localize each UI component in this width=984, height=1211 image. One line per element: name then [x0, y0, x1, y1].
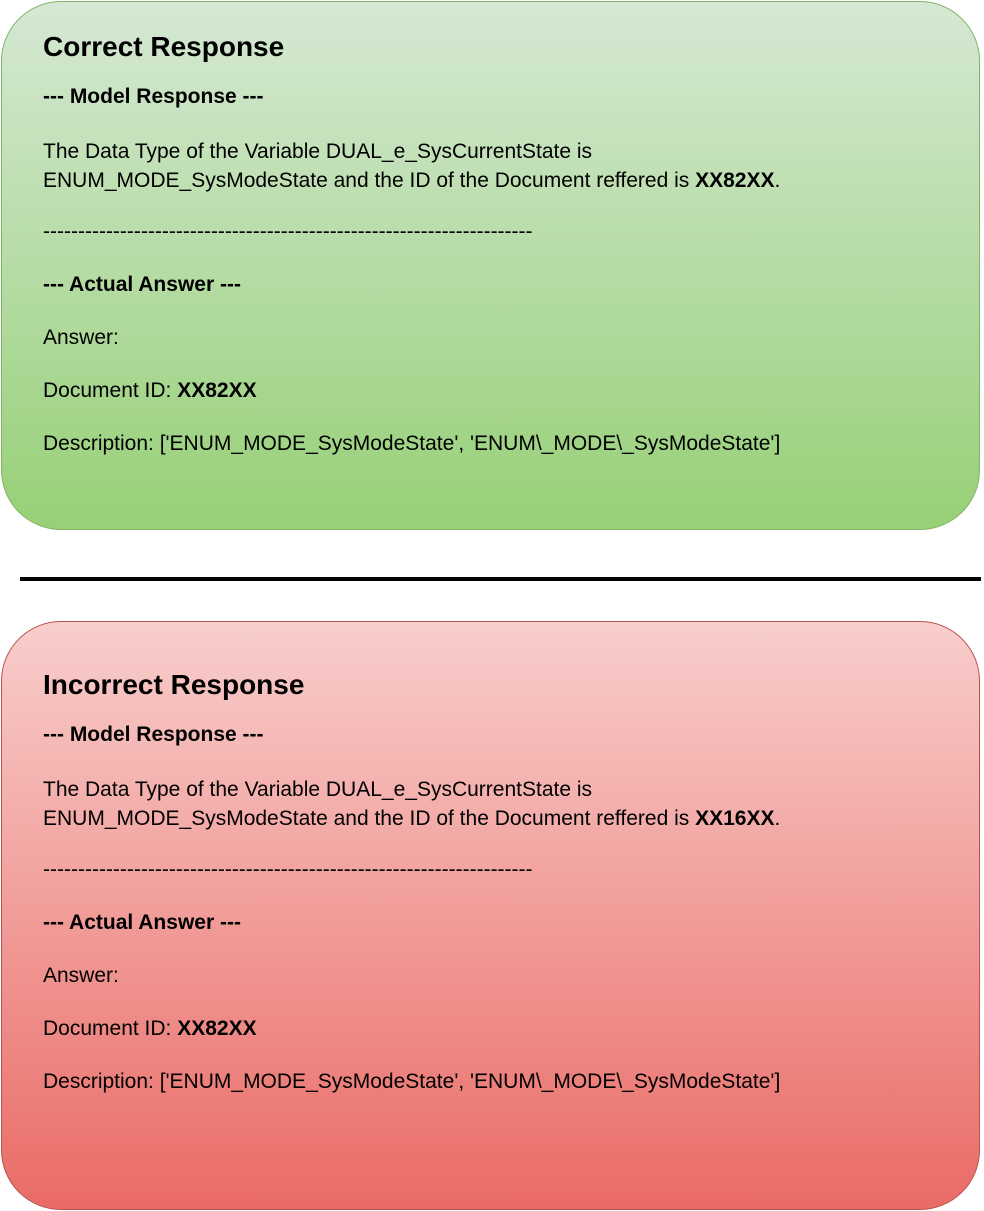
model-doc-id: XX16XX [695, 807, 775, 830]
document-id-row [43, 378, 938, 404]
document-id-value: XX82XX [177, 379, 257, 402]
document-id-row [43, 1016, 938, 1042]
actual-answer-heading: --- Actual Answer --- [43, 273, 241, 296]
correct-response-panel [1, 1, 980, 530]
model-response-heading: --- Model Response --- [43, 723, 264, 746]
model-response-line1: The Data Type of the Variable DUAL_e_SysCurrentState is [43, 778, 593, 801]
model-doc-id: XX82XX [695, 169, 775, 192]
answer-label: Answer: [43, 964, 119, 987]
model-response-suffix: . [774, 169, 781, 192]
panel-title: Correct Response [43, 31, 285, 62]
incorrect-response-panel [1, 621, 980, 1210]
description-row: Description: ['ENUM_MODE_SysModeState', 'ENUM\_MODE\_SysModeState'] [43, 432, 781, 455]
answer-label: Answer: [43, 326, 119, 349]
description-row: Description: ['ENUM_MODE_SysModeState', 'ENUM\_MODE\_SysModeState'] [43, 1070, 781, 1093]
model-response-line1: The Data Type of the Variable DUAL_e_SysCurrentState is [43, 140, 593, 163]
panel-title: Incorrect Response [43, 669, 305, 700]
separator-line: ---------------------------------------------------------------------- [43, 858, 533, 881]
model-response-text [43, 775, 938, 833]
document-id-value: XX82XX [177, 1017, 257, 1040]
document-id-label: Document ID: [43, 1017, 178, 1040]
actual-answer-heading: --- Actual Answer --- [43, 911, 241, 934]
model-response-suffix: . [774, 807, 781, 830]
document-id-label: Document ID: [43, 379, 178, 402]
separator-line: ---------------------------------------------------------------------- [43, 220, 533, 243]
model-response-line2: ENUM_MODE_SysModeState and the ID of the Document reffered is [43, 169, 696, 192]
model-response-heading: --- Model Response --- [43, 85, 264, 108]
section-divider [20, 577, 981, 581]
model-response-text [43, 137, 938, 195]
model-response-line2: ENUM_MODE_SysModeState and the ID of the Document reffered is [43, 807, 696, 830]
